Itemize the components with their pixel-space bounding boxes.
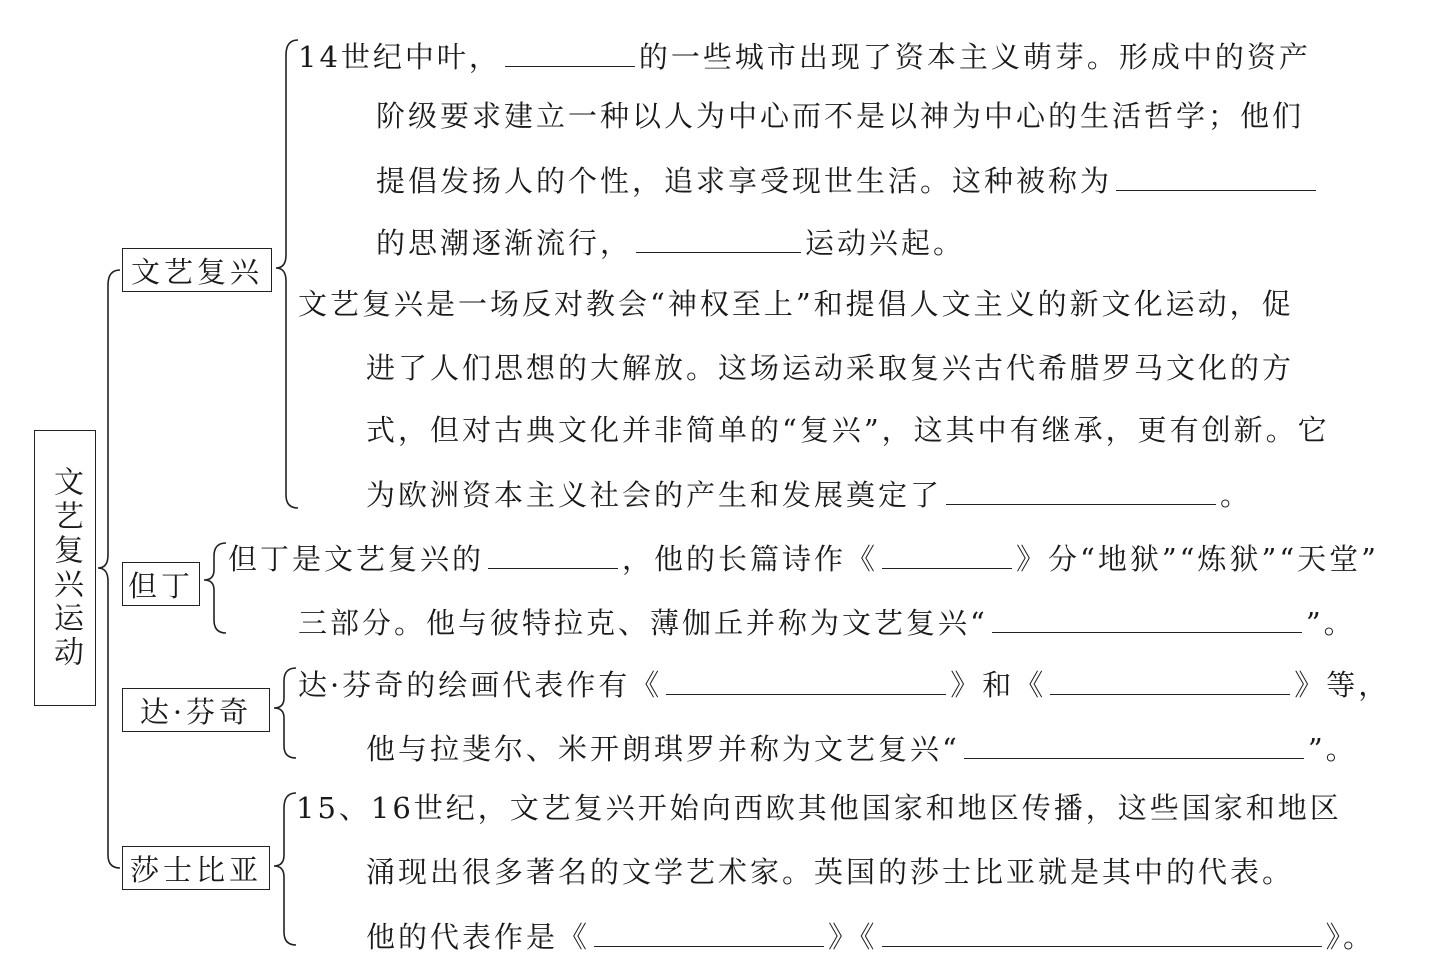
answer-blank[interactable] bbox=[488, 542, 618, 569]
branch-renaissance bbox=[122, 248, 272, 292]
dante-line-2: 三部分。他与彼特拉克、薄伽丘并称为文艺复兴“ ”。 bbox=[298, 606, 1356, 640]
branch-label: 达·芬奇 bbox=[139, 694, 253, 729]
renaissance-line-7: 式，但对古典文化并非简单的“复兴”，这其中有继承，更有创新。它 bbox=[366, 413, 1330, 447]
renaissance-line-4: 的思潮逐渐流行， 运动兴起。 bbox=[376, 226, 966, 260]
branch-dante bbox=[122, 562, 200, 606]
answer-blank[interactable] bbox=[666, 668, 946, 695]
renaissance-line-3: 提倡发扬人的个性，追求享受现世生活。这种被称为 bbox=[376, 164, 1320, 196]
renaissance-line-8: 为欧洲资本主义社会的产生和发展奠定了 。 bbox=[366, 478, 1253, 512]
renaissance-brace bbox=[276, 40, 298, 508]
branch-davinci bbox=[122, 688, 270, 732]
davinci-line-1: 达·芬奇的绘画代表作有《 》和《 》等， bbox=[298, 668, 1391, 702]
davinci-brace bbox=[274, 668, 296, 758]
answer-blank[interactable] bbox=[594, 920, 824, 947]
root-label: 文艺复兴运动 bbox=[48, 466, 83, 670]
answer-blank[interactable] bbox=[992, 606, 1302, 633]
dante-brace bbox=[204, 543, 226, 633]
renaissance-line-1: 14世纪中叶， 的一些城市出现了资本主义萌芽。形成中的资产 bbox=[298, 40, 1311, 74]
renaissance-line-2: 阶级要求建立一种以人为中心而不是以神为中心的生活哲学；他们 bbox=[376, 99, 1305, 133]
shakespeare-line-1: 15、16世纪，文艺复兴开始向西欧其他国家和地区传播，这些国家和地区 bbox=[296, 791, 1342, 825]
dante-line-1: 但丁是文艺复兴的 ，他的长篇诗作《 》分“地狱”“炼狱”“天堂” bbox=[228, 542, 1379, 576]
answer-blank[interactable] bbox=[1116, 164, 1316, 191]
answer-blank[interactable] bbox=[505, 40, 635, 67]
root-node bbox=[34, 430, 96, 706]
branch-label: 文艺复兴 bbox=[130, 254, 263, 289]
branch-label: 但丁 bbox=[127, 568, 194, 603]
root-brace bbox=[98, 270, 120, 868]
shakespeare-brace bbox=[274, 793, 296, 945]
branch-label: 莎士比亚 bbox=[129, 852, 262, 887]
shakespeare-line-3: 他的代表作是《 》《 》。 bbox=[366, 920, 1376, 954]
answer-blank[interactable] bbox=[964, 732, 1304, 759]
answer-blank[interactable] bbox=[946, 478, 1216, 505]
answer-blank[interactable] bbox=[882, 920, 1322, 947]
answer-blank[interactable] bbox=[1050, 668, 1290, 695]
branch-shakespeare bbox=[122, 846, 270, 890]
answer-blank[interactable] bbox=[636, 226, 801, 253]
renaissance-line-6: 进了人们思想的大解放。这场运动采取复兴古代希腊罗马文化的方 bbox=[366, 351, 1295, 385]
davinci-line-2: 他与拉斐尔、米开朗琪罗并称为文艺复兴“ ”。 bbox=[366, 732, 1358, 766]
renaissance-line-5: 文艺复兴是一场反对教会“神权至上”和提倡人文主义的新文化运动，促 bbox=[298, 287, 1294, 321]
shakespeare-line-2: 涌现出很多著名的文学艺术家。英国的莎士比亚就是其中的代表。 bbox=[366, 855, 1295, 889]
answer-blank[interactable] bbox=[882, 542, 1012, 569]
